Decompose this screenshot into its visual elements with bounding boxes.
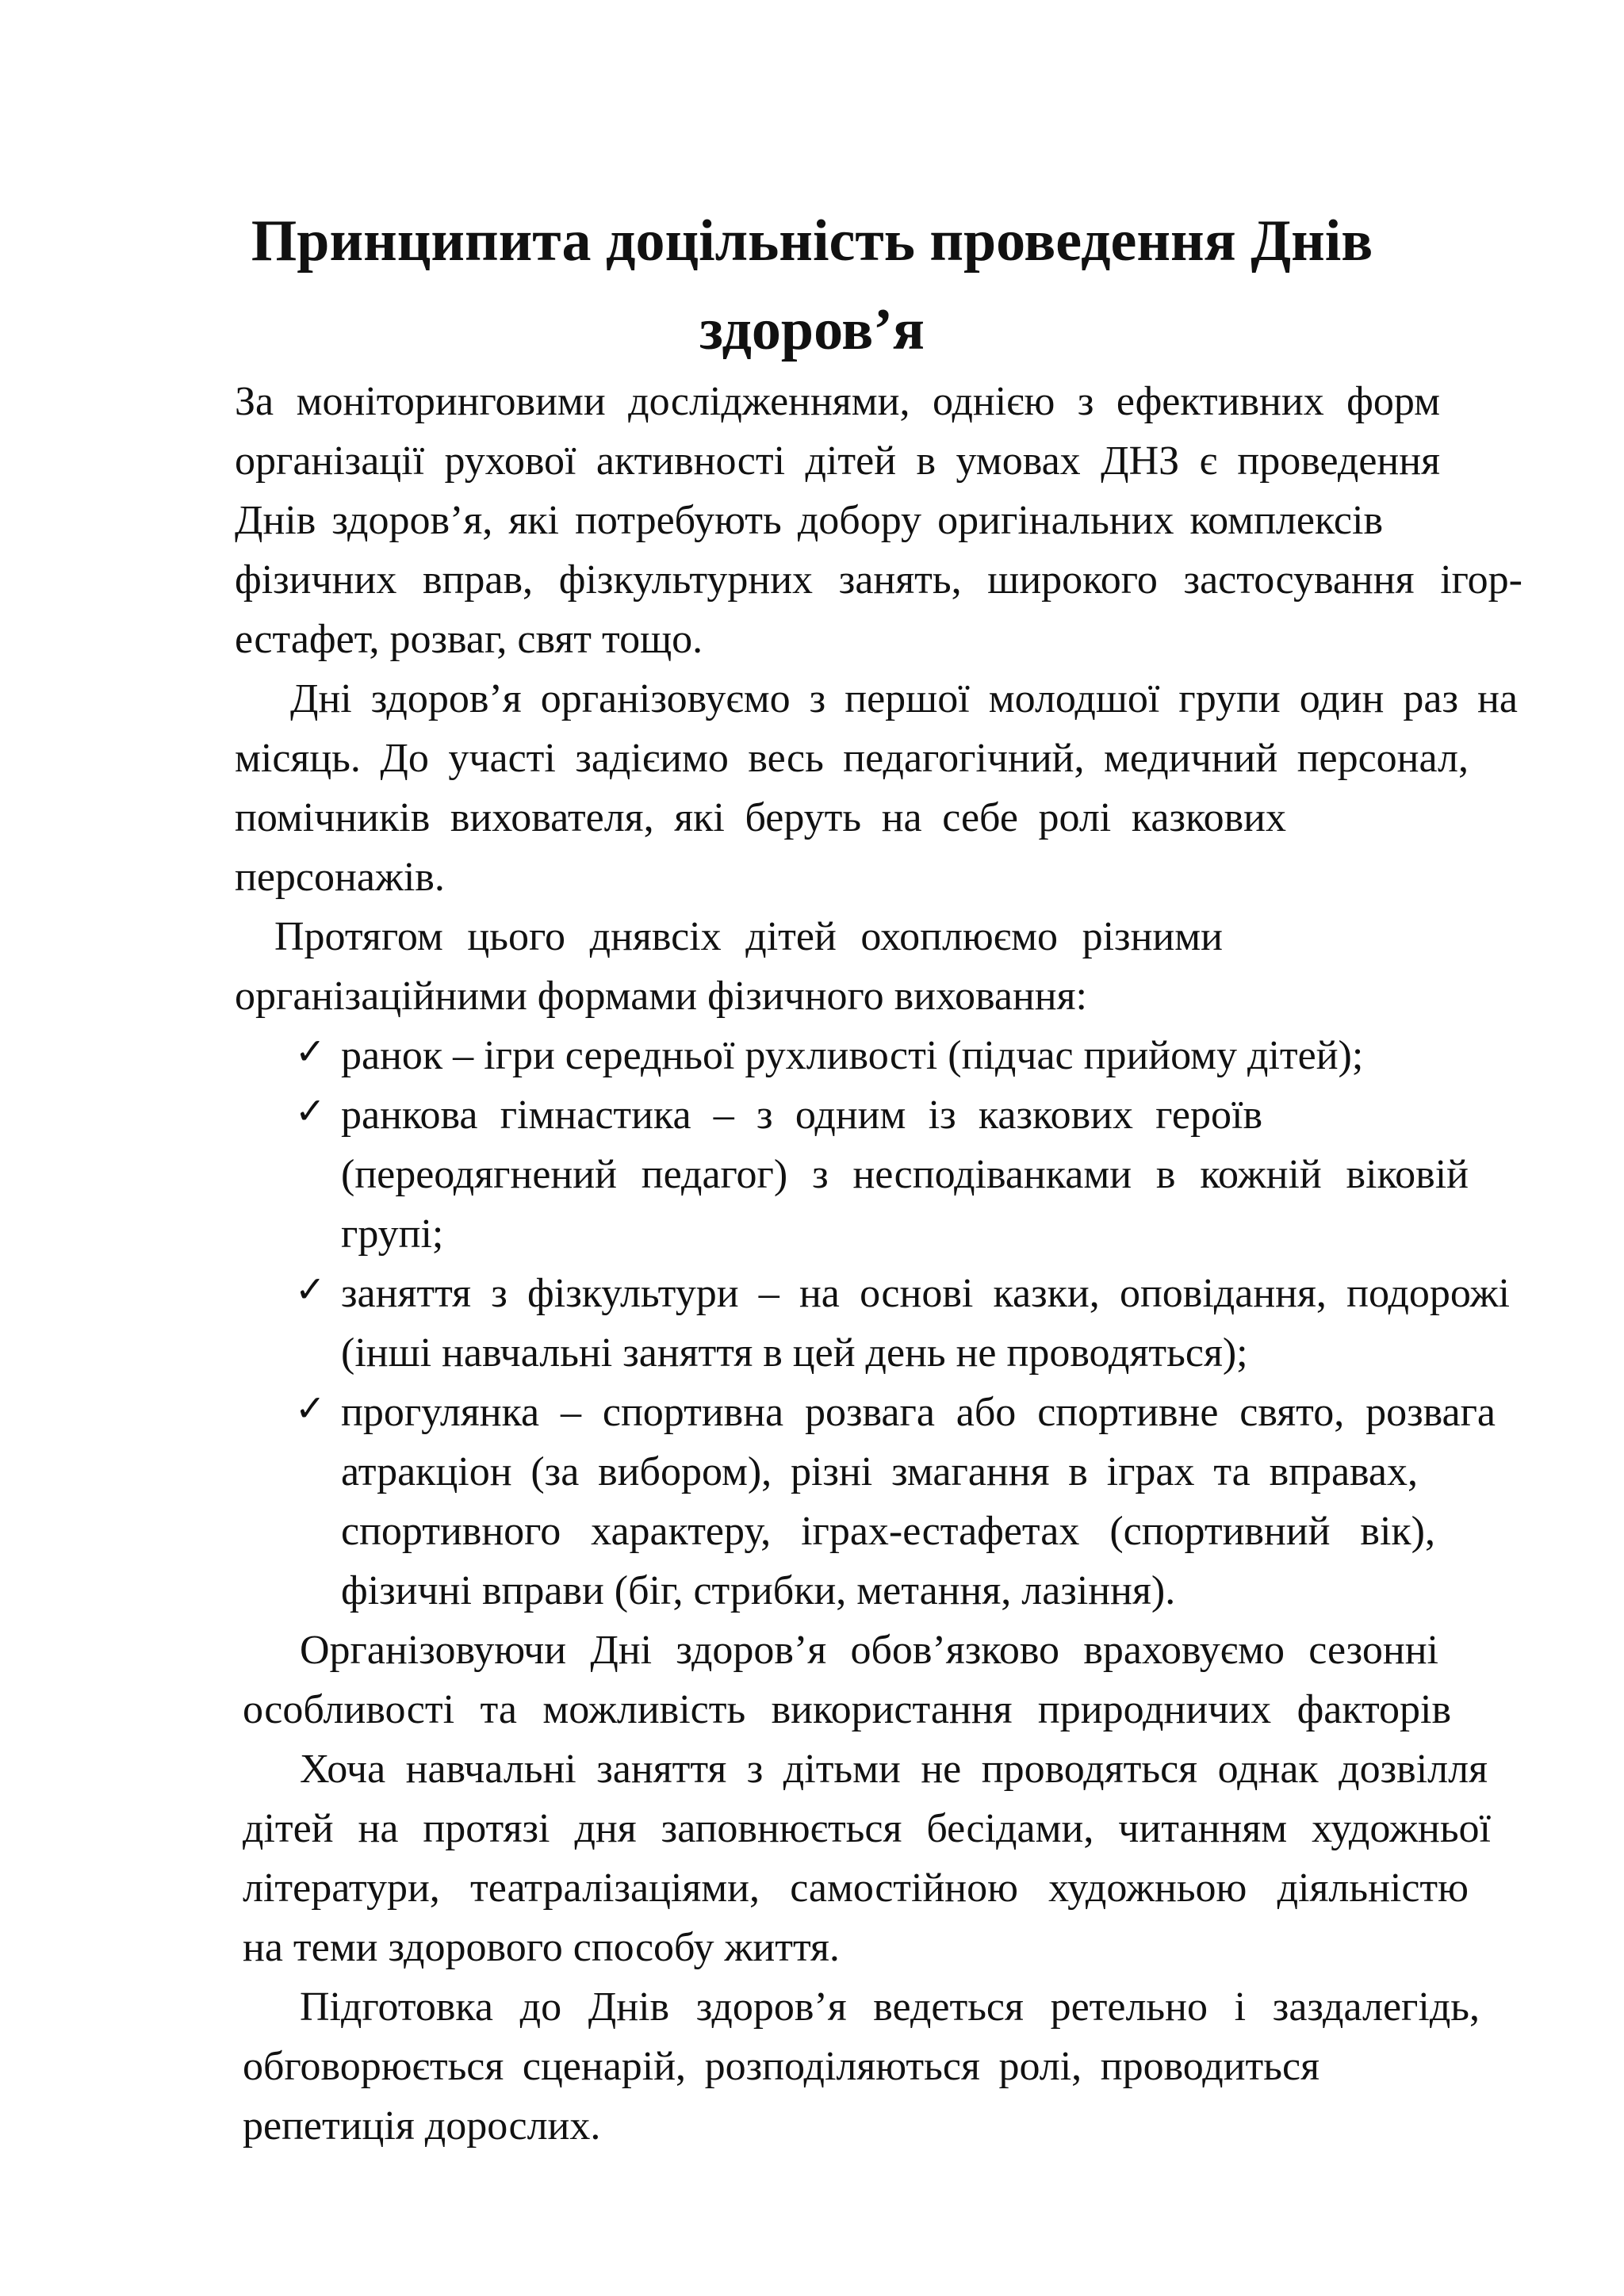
bullet-1-line-1: ранок – ігри середньої рухливості (підчас прийому дітей);: [341, 1033, 1364, 1078]
paragraph-2-line-1: Дні здоров’я організовуємо з першої молодшої групи один раз на: [290, 676, 1518, 721]
paragraph-1-line-3: Днів здоров’я, які потребують добору оригінальних комплексів: [235, 498, 1383, 543]
bullet-4-line-4: фізичні вправи (біг, стрибки, метання, лазіння).: [341, 1568, 1176, 1613]
paragraph-1-line-2: організації рухової активності дітей в умовах ДНЗ є проведення: [235, 438, 1440, 484]
closing-2-line-4: на теми здорового способу життя.: [243, 1925, 840, 1970]
paragraph-1-line-1: За моніторинговими дослідженнями, однією з ефективних форм: [235, 379, 1440, 424]
paragraph-3-line-1: Протягом цього днявсіх дітей охоплюємо різними: [274, 914, 1223, 959]
paragraph-2-line-3: помічників вихователя, які беруть на себе ролі казкових: [235, 795, 1286, 840]
bullet-3-line-2: (інші навчальні заняття в цей день не проводяться);: [341, 1330, 1248, 1376]
paragraph-1-line-4: фізичних вправ, фізкультурних занять, широкого застосування ігор-: [235, 557, 1522, 603]
paragraph-1-line-5: естафет, розваг, свят тощо.: [235, 617, 703, 662]
closing-3-line-1: Підготовка до Днів здоров’я ведеться ретельно і заздалегідь,: [300, 1984, 1480, 2030]
bullet-2-line-1: ранкова гімнастика – з одним із казкових героїв: [341, 1093, 1262, 1138]
title-line-2: здоров’я: [699, 297, 925, 362]
closing-2-line-1: Хоча навчальні заняття з дітьми не проводяться однак дозвілля: [300, 1747, 1488, 1792]
check-mark-icon: ✓: [295, 1268, 326, 1311]
check-mark-icon: ✓: [295, 1387, 326, 1429]
bullet-3-line-1: заняття з фізкультури – на основі казки, оповідання, подорожі: [341, 1271, 1510, 1316]
bullet-4-line-1: прогулянка – спортивна розвага або спортивне свято, розвага: [341, 1390, 1496, 1435]
bullet-2-line-3: групі;: [341, 1211, 444, 1257]
closing-3-line-3: репетиція дорослих.: [243, 2103, 601, 2149]
check-mark-icon: ✓: [295, 1030, 326, 1073]
closing-2-line-2: дітей на протязі дня заповнюється бесідами, читанням художньої: [243, 1806, 1491, 1851]
bullet-4-line-3: спортивного характеру, іграх-естафетах (спортивний вік),: [341, 1509, 1435, 1554]
paragraph-3-line-2: організаційними формами фізичного виховання:: [235, 974, 1087, 1019]
check-mark-icon: ✓: [295, 1089, 326, 1132]
paragraph-2-line-4: персонажів.: [235, 855, 445, 900]
bullet-4-line-2: атракціон (за вибором), різні змагання в іграх та вправах,: [341, 1449, 1418, 1494]
title-line-1: Принципита доцільність проведення Днів: [251, 209, 1373, 274]
bullet-2-line-2: (переодягнений педагог) з несподіванками в кожній віковій: [341, 1152, 1469, 1197]
closing-1-line-1: Організовуючи Дні здоров’я обов’язково враховуємо сезонні: [300, 1628, 1438, 1673]
paragraph-2-line-2: місяць. До участі задієимо весь педагогічний, медичний персонал,: [235, 736, 1469, 781]
closing-3-line-2: обговорюється сценарій, розподіляються ролі, проводиться: [243, 2044, 1320, 2089]
page-title: [0, 197, 1624, 374]
closing-2-line-3: літератури, театралізаціями, самостійною художньою діяльністю: [243, 1866, 1469, 1911]
closing-1-line-2: особливості та можливість використання природничих факторів: [243, 1687, 1451, 1732]
